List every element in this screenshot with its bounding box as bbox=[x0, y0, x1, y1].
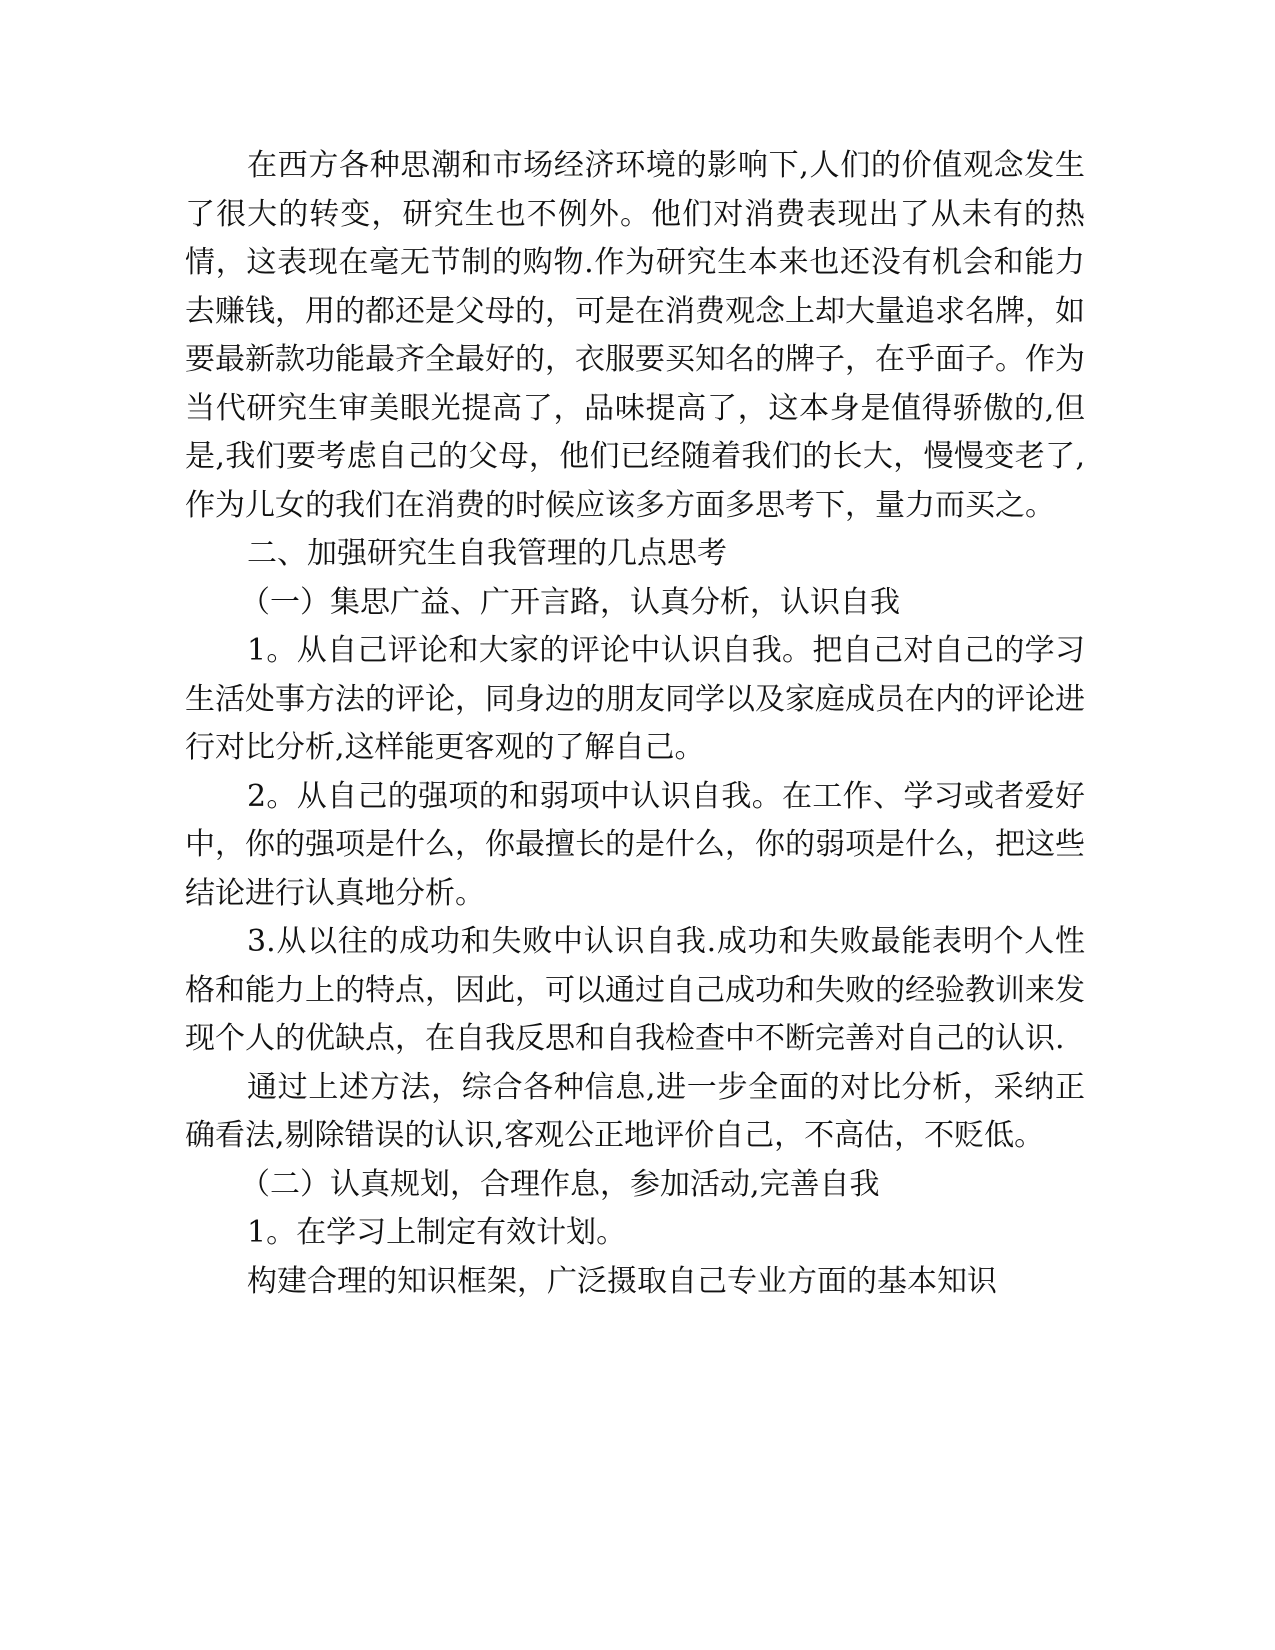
body-paragraph: 1。从自己评论和大家的评论中认识自我。把自己对自己的学习生活处事方法的评论，同身边的朋友同学以及家庭成员在内的评论进行对比分析,这样能更客观的了解自己。 bbox=[185, 633, 1085, 765]
subsection-heading: （一）集思广益、广开言路，认真分析，认识自我 bbox=[240, 584, 900, 620]
subsection-heading: （二）认真规划，合理作息，参加活动,完善自我 bbox=[240, 1166, 880, 1202]
section-heading: 二、加强研究生自我管理的几点思考 bbox=[247, 536, 727, 571]
document-body bbox=[185, 142, 1145, 1306]
body-paragraph: 1。在学习上制定有效计划。 bbox=[247, 1215, 627, 1250]
body-paragraph: 3.从以往的成功和失败中认识自我.成功和失败最能表明个人性格和能力上的特点，因此，可以通过自己成功和失败的经验教训来发现个人的优缺点，在自我反思和自我检查中不断完善对自己的认识. bbox=[185, 924, 1085, 1056]
body-paragraph: 2。从自己的强项的和弱项中认识自我。在工作、学习或者爱好中，你的强项是什么，你最擅长的是什么，你的弱项是什么，把这些结论进行认真地分析。 bbox=[185, 778, 1085, 911]
body-paragraph: 通过上述方法，综合各种信息,进一步全面的对比分析，采纳正确看法,剔除错误的认识,客观公正地评价自己，不高估，不贬低。 bbox=[185, 1069, 1085, 1153]
body-paragraph: 在西方各种思潮和市场经济环境的影响下,人们的价值观念发生了很大的转变，研究生也不例外。他们对消费表现出了从未有的热情，这表现在毫无节制的购物.作为研究生本来也还没有机会和能力去赚钱，用的都还是父母的，可是在消费观念上却大量追求名牌，如 要最新款功能最齐全最好的，衣服要买知名的牌子，在乎面子。作为当代研究生审美眼光提高了，品味提高了，这本身是值得骄傲的,但是,我们要考虑自己的父母，他们已经随着我们的长大，慢慢变老了,作为儿女的我们在消费的时候应该多方面多思考下，量力而买之。 bbox=[185, 148, 1145, 523]
body-paragraph: 构建合理的知识框架，广泛摄取自己专业方面的基本知识 bbox=[247, 1263, 997, 1299]
